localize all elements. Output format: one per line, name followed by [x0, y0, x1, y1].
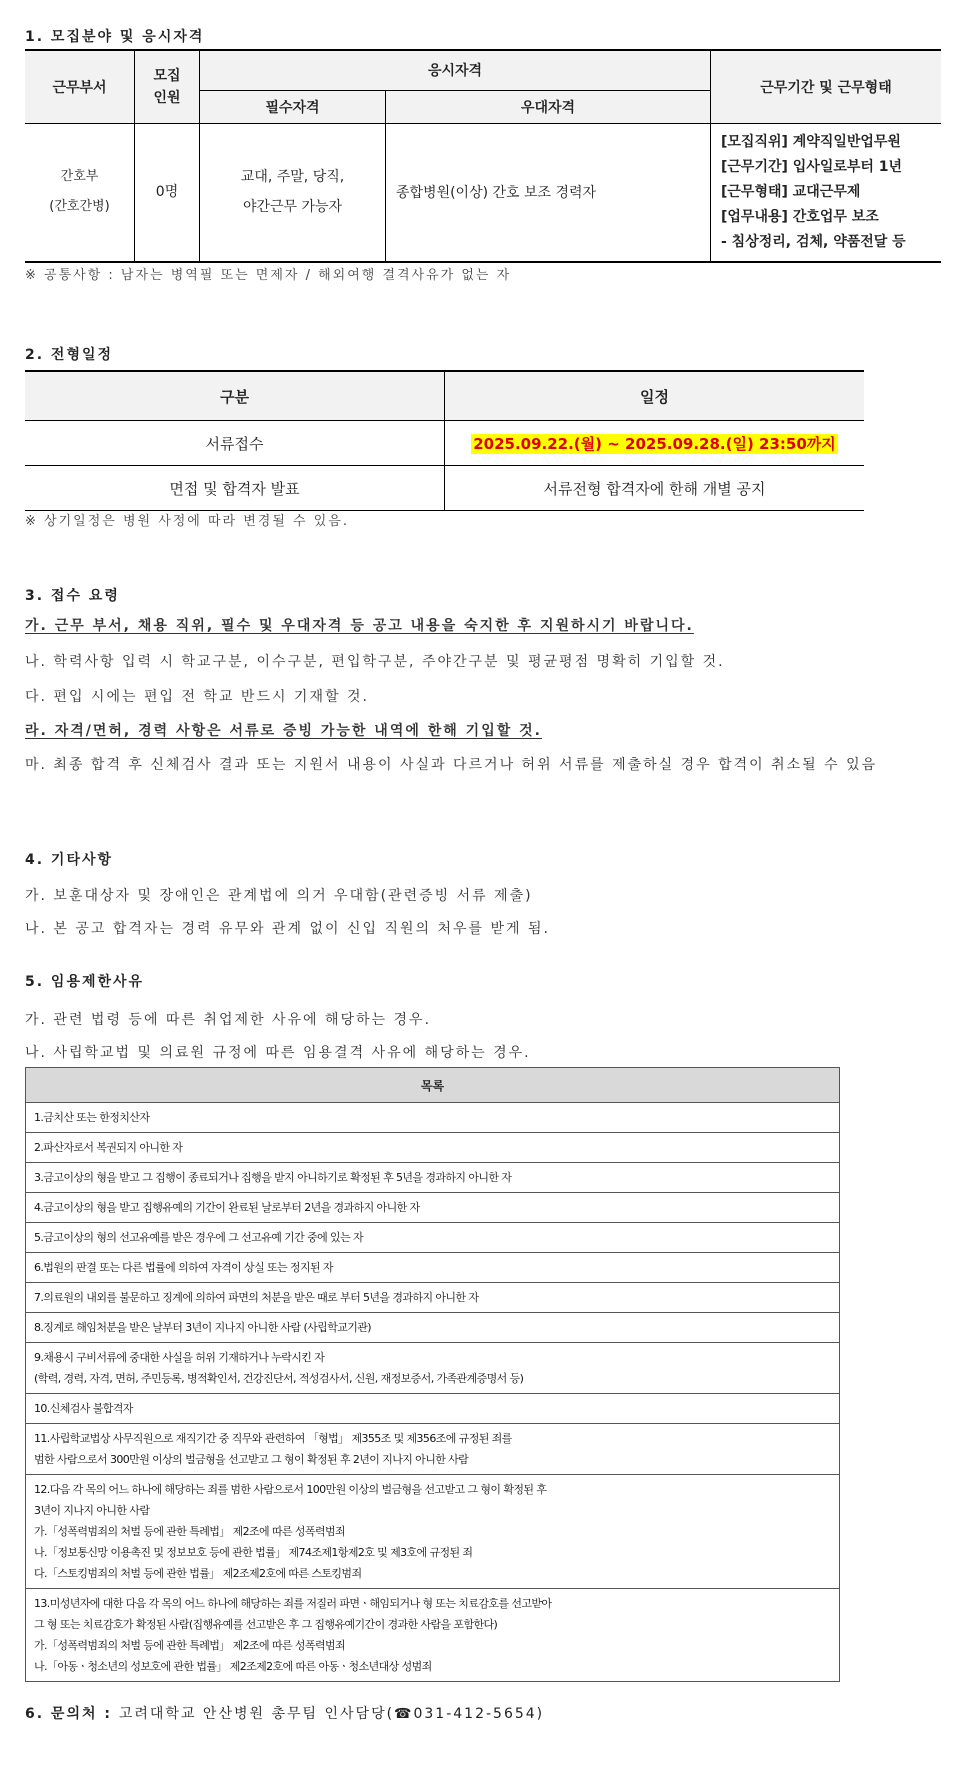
schedule-category: 면접 및 합격자 발표	[25, 466, 445, 511]
header-period: 근무기간 및 근무형태	[711, 50, 942, 123]
list-item-line: 11.사립학교법상 사무직원으로 재직기간 중 직무와 관련하여 「형법」 제355조 및 제356조에 규정된 죄를	[34, 1432, 512, 1445]
list-item-line: 나.「아동ㆍ청소년의 성보호에 관한 법률」 제2조제2호에 따른 아동ㆍ청소년대상 성범죄	[34, 1660, 432, 1673]
section6-title: 6. 문의처 :	[25, 1706, 119, 1722]
list-item-line: 범한 사람으로서 300만원 이상의 벌금형을 선고받고 그 형이 확정된 후 2년이 지나지 아니한 사람	[34, 1453, 469, 1466]
list-item: 8.징계로 해임처분을 받은 날부터 3년이 지나지 아니한 사람 (사립학교기관)	[26, 1313, 840, 1343]
list-item: 5.금고이상의 형의 선고유예를 받은 경우에 그 선고유예 기간 중에 있는 자	[26, 1223, 840, 1253]
schedule-table	[25, 370, 864, 511]
section3-item: 다. 편입 시에는 편입 전 학교 반드시 기재할 것.	[25, 689, 369, 705]
disqualification-table	[25, 1067, 840, 1682]
section4-title: 4. 기타사항	[25, 852, 114, 868]
list-item: 10.신체검사 불합격자	[26, 1394, 840, 1424]
section5-item: 가. 관련 법령 등에 따른 취업제한 사유에 해당하는 경우.	[25, 1012, 432, 1028]
dept-line1: 간호부	[60, 169, 99, 184]
condition-line: [모집직위] 계약직일반업무원	[721, 133, 901, 150]
section2-note: ※ 상기일정은 병원 사정에 따라 변경될 수 있음.	[25, 514, 349, 529]
list-header: 목록	[26, 1068, 840, 1103]
section5-title: 5. 임용제한사유	[25, 974, 145, 990]
required-line1: 교대, 주말, 당직,	[240, 169, 345, 185]
list-item-line: 3년이 지나지 아니한 사람	[34, 1504, 150, 1517]
list-item-line: 다.「스토킹범죄의 처벌 등에 관한 법률」 제2조제2호에 따른 스토킹범죄	[34, 1567, 362, 1580]
list-item: 4.금고이상의 형을 받고 집행유예의 기간이 완료된 날로부터 2년을 경과하지 아니한 자	[26, 1193, 840, 1223]
list-item-line: (학력, 경력, 자격, 면허, 주민등록, 병적확인서, 건강진단서, 적성검사서, 신원, 재정보증서, 가족관계증명서 등)	[34, 1372, 524, 1385]
section3-item: 가. 근무 부서, 채용 직위, 필수 및 우대자격 등 공고 내용을 숙지한 후 지원하시기 바랍니다.	[25, 618, 694, 634]
header-preferred: 우대자격	[386, 90, 711, 123]
section4-item: 가. 보훈대상자 및 장애인은 관계법에 의거 우대함(관련증빙 서류 제출)	[25, 888, 533, 904]
list-item-line: 가.「성폭력범죄의 처벌 등에 관한 특례법」 제2조에 따른 성폭력범죄	[34, 1639, 346, 1652]
condition-line: [업무내용] 간호업무 보조	[721, 208, 879, 225]
list-item-line: 12.다음 각 목의 어느 하나에 해당하는 죄를 범한 사람으로서 100만원 이상의 벌금형을 선고받고 그 형이 확정된 후	[34, 1483, 547, 1496]
header-category: 구분	[25, 371, 445, 421]
list-item: 7.의료원의 내외를 불문하고 징계에 의하여 파면의 처분을 받은 때로 부터 5년을 경과하지 아니한 자	[26, 1283, 840, 1313]
conditions-cell	[711, 123, 942, 262]
highlighted-date: 2025.09.22.(월) ~ 2025.09.28.(일) 23:50까지	[473, 434, 836, 453]
section1-title: 1. 모집분야 및 응시자격	[25, 29, 205, 45]
section3-item: 마. 최종 합격 후 신체검사 결과 또는 지원서 내용이 사실과 다르거나 허위 서류를 제출하실 경우 합격이 취소될 수 있음	[25, 757, 878, 773]
schedule-category: 서류접수	[25, 421, 445, 466]
list-item	[26, 1424, 840, 1475]
section3-title: 3. 접수 요령	[25, 588, 120, 604]
list-item	[26, 1589, 840, 1682]
header-required: 필수자격	[200, 90, 386, 123]
section6-contact	[25, 1703, 544, 1723]
header-count: 모집 인원	[135, 50, 200, 123]
list-item	[26, 1475, 840, 1589]
section5-item: 나. 사립학교법 및 의료원 규정에 따른 임용결격 사유에 해당하는 경우.	[25, 1045, 531, 1061]
dept-line2: (간호간병)	[49, 199, 110, 214]
contact-info: 고려대학교 안산병원 총무팀 인사담당(☎031-412-5654)	[118, 1706, 545, 1722]
section2-title: 2. 전형일정	[25, 347, 114, 363]
list-item-line: 그 형 또는 치료감호가 확정된 사람(집행유예를 선고받은 후 그 집행유예기간이 경과한 사람을 포함한다)	[34, 1618, 498, 1631]
condition-line: [근무기간] 입사일로부터 1년	[721, 158, 903, 175]
recruitment-table	[25, 49, 941, 263]
required-cell	[200, 123, 386, 262]
schedule-date-cell	[445, 421, 865, 466]
list-item: 3.금고이상의 형을 받고 그 집행이 종료되거나 집행을 받지 아니하기로 확정된 후 5년을 경과하지 아니한 자	[26, 1163, 840, 1193]
condition-line: [근무형태] 교대근무제	[721, 183, 861, 200]
dept-cell	[25, 123, 135, 262]
header-dept: 근무부서	[25, 50, 135, 123]
condition-line: - 침상정리, 검체, 약품전달 등	[721, 233, 906, 250]
list-item: 2.파산자로서 복권되지 아니한 자	[26, 1133, 840, 1163]
section3-item: 나. 학력사항 입력 시 학교구분, 이수구분, 편입학구분, 주야간구분 및 평균평점 명확히 기입할 것.	[25, 654, 725, 670]
preferred-cell: 종합병원(이상) 간호 보조 경력자	[386, 123, 711, 262]
section3-item: 라. 자격/면허, 경력 사항은 서류로 증빙 가능한 내역에 한해 기입할 것.	[25, 723, 542, 739]
schedule-date: 서류전형 합격자에 한해 개별 공지	[445, 466, 865, 511]
list-item: 1.금치산 또는 한정치산자	[26, 1103, 840, 1133]
list-item: 6.법원의 판결 또는 다른 법률에 의하여 자격이 상실 또는 정지된 자	[26, 1253, 840, 1283]
list-item-line: 가.「성폭력범죄의 처벌 등에 관한 특례법」 제2조에 따른 성폭력범죄	[34, 1525, 346, 1538]
list-item-line: 9.채용시 구비서류에 중대한 사실을 허위 기재하거나 누락시킨 자	[34, 1351, 325, 1364]
section4-item: 나. 본 공고 합격자는 경력 유무와 관계 없이 신입 직원의 처우를 받게 됨.	[25, 921, 550, 937]
list-item-line: 13.미성년자에 대한 다음 각 목의 어느 하나에 해당하는 죄를 저질러 파면ㆍ해임되거나 형 또는 치료감호를 선고받아	[34, 1597, 552, 1610]
header-qualification: 응시자격	[200, 50, 711, 90]
section1-note: ※ 공통사항 : 남자는 병역필 또는 면제자 / 해외여행 결격사유가 없는 자	[25, 268, 512, 283]
count-cell: 0명	[135, 123, 200, 262]
required-line2: 야간근무 가능자	[242, 199, 343, 215]
list-item-line: 나.「정보통신망 이용촉진 및 정보보호 등에 관한 법률」 제74조제1항제2호 및 제3호에 규정된 죄	[34, 1546, 473, 1559]
list-item	[26, 1343, 840, 1394]
header-schedule: 일정	[445, 371, 865, 421]
